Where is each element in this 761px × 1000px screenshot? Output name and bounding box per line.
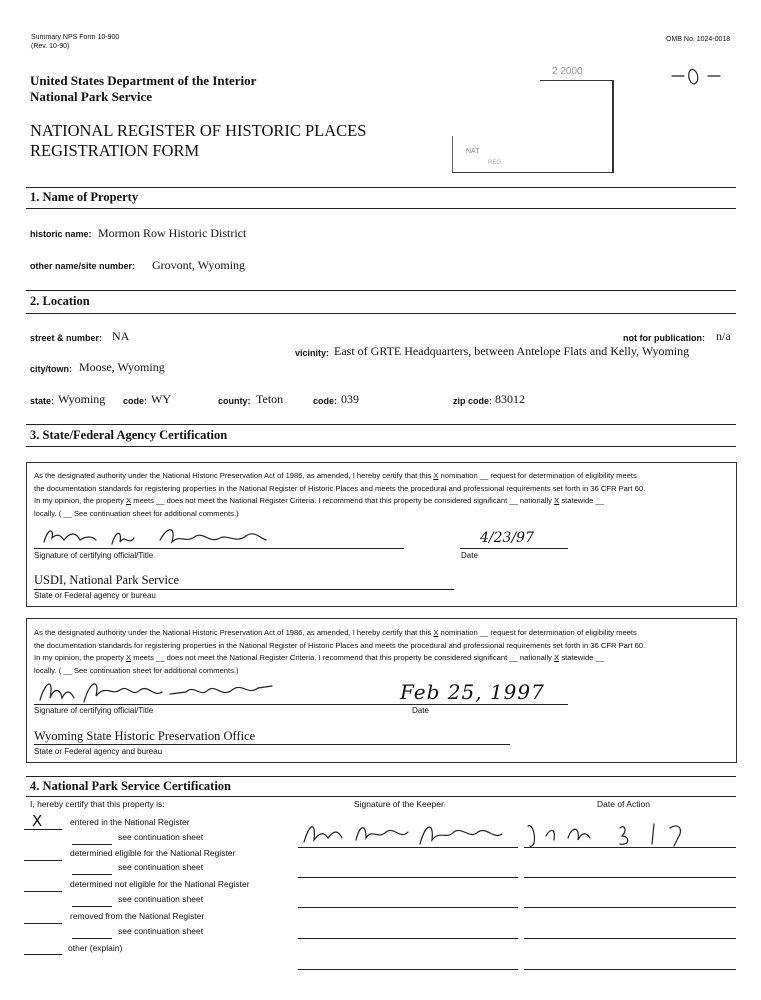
divider: [26, 208, 736, 209]
continuation-sheet-option: see continuation sheet: [118, 926, 204, 936]
status-determined-eligible: determined eligible for the National Register: [70, 848, 236, 858]
county-code-value: 039: [341, 392, 359, 406]
handwritten-mark: [668, 62, 728, 92]
status-removed: removed from the National Register: [70, 911, 205, 921]
form-title: NATIONAL REGISTER OF HISTORIC PLACES: [30, 121, 367, 140]
divider: [26, 446, 736, 447]
county-value: Teton: [256, 392, 284, 406]
zip-value: 83012: [495, 392, 525, 406]
section-4-heading: 4. National Park Service Certification: [30, 779, 231, 793]
not-for-publication-label: not for publication:: [623, 333, 705, 343]
state-code-label: code:: [123, 396, 148, 406]
section-1-heading: 1. Name of Property: [30, 190, 139, 204]
vicinity-label: vicinity:: [295, 348, 330, 358]
continuation-sheet-option: see continuation sheet: [118, 894, 204, 904]
vicinity-value: East of GRTE Headquarters, between Antelope Flats and Kelly, Wyoming: [334, 344, 690, 358]
zip-label: zip code:: [453, 396, 493, 406]
certification-text: As the designated authority under the National Historic Preservation Act of 1986, as amended, I hereby certify that this X nomination __ request for determination of eligibility meets the documentation standards for registering properties in the National Register of Historic Places and meets the procedural and professional requirements set forth in 36 CFR Part 60. In my opinion, the property X meets __ does not meet the National Register Criteria. I recommend that this property be considered significant __ nationally X statewide __ locally. ( __ See continuation sheet for additional comments.): [34, 471, 646, 519]
continuation-sheet-option: see continuation sheet: [118, 832, 204, 842]
not-for-publication-value: n/a: [716, 329, 731, 343]
state-label: state:: [30, 396, 55, 406]
form-subtitle: REGISTRATION FORM: [30, 141, 200, 160]
agency-value-1: USDI, National Park Service: [34, 573, 180, 587]
agency-label: State or Federal agency or bureau: [34, 591, 156, 600]
state-official-signature: [36, 676, 296, 706]
date-label: Date: [412, 706, 429, 715]
action-date-handwritten: [524, 818, 704, 850]
divider: [26, 796, 736, 797]
divider: [26, 290, 736, 291]
certification-date-2: Feb 25, 1997: [400, 680, 545, 704]
keeper-signature: [300, 818, 520, 848]
status-entered: entered in the National Register: [70, 817, 190, 827]
divider: [26, 313, 736, 314]
omb-number: OMB No. 1024-0018: [666, 36, 731, 43]
federal-official-signature: [40, 524, 280, 550]
city-label: city/town:: [30, 364, 72, 374]
other-name-label: other name/site number:: [30, 261, 136, 271]
county-code-label: code:: [313, 396, 338, 406]
section-2-heading: 2. Location: [30, 294, 90, 308]
state-code-value: WY: [151, 392, 171, 406]
certification-text: As the designated authority under the National Historic Preservation Act of 1986, as amended, I hereby certify that this X nomination __ request for determination of eligibility meets the documentation standards for registering properties in the National Register of Historic Places and meets the procedural and professional requirements set forth in 36 CFR Part 60. In my opinion, the property X meets __ does not meet the National Register Criteria. I recommend that this property be considered significant __ nationally X statewide __ locally. ( __ See continuation sheet for additional comments.): [34, 628, 646, 676]
certification-date-1: 4/23/97: [480, 530, 534, 546]
department-name: United States Department of the Interior: [30, 73, 257, 88]
state-value: Wyoming: [58, 392, 106, 406]
status-other: other (explain): [68, 943, 123, 953]
keeper-signature-label: Signature of the Keeper: [354, 799, 444, 809]
form-number: Summary NPS Form 10-900: [31, 34, 120, 41]
date-label: Date: [461, 551, 478, 560]
historic-name-label: historic name:: [30, 229, 92, 239]
signature-label: Signature of certifying official/Title: [34, 551, 154, 560]
divider: [26, 424, 736, 425]
divider: [26, 187, 736, 188]
county-label: county:: [218, 396, 251, 406]
agency-value-2: Wyoming State Historic Preservation Office: [34, 729, 256, 743]
historic-name-value: Mormon Row Historic District: [98, 226, 247, 240]
form-revision: (Rev. 10-90): [31, 43, 70, 50]
keeper-intro: I, hereby certify that this property is:: [30, 799, 165, 809]
divider: [26, 776, 736, 777]
stamp-date: 2 2000: [552, 66, 583, 77]
other-name-value: Grovont, Wyoming: [152, 258, 246, 272]
stamp-text-1: NAT: [466, 148, 480, 155]
street-value: NA: [112, 329, 130, 343]
entered-checkmark: X: [32, 812, 43, 830]
signature-label: Signature of certifying official/Title: [34, 706, 154, 715]
continuation-sheet-option: see continuation sheet: [118, 862, 204, 872]
service-name: National Park Service: [30, 89, 153, 104]
date-of-action-label: Date of Action: [597, 799, 650, 809]
city-value: Moose, Wyoming: [79, 360, 165, 374]
agency-label: State or Federal agency and bureau: [34, 747, 163, 756]
status-determined-not-eligible: determined not eligible for the National Register: [70, 879, 250, 889]
stamp-text-2: REG: [488, 160, 502, 166]
street-label: street & number:: [30, 333, 103, 343]
received-stamp: [452, 58, 638, 176]
section-3-heading: 3. State/Federal Agency Certification: [30, 428, 228, 442]
